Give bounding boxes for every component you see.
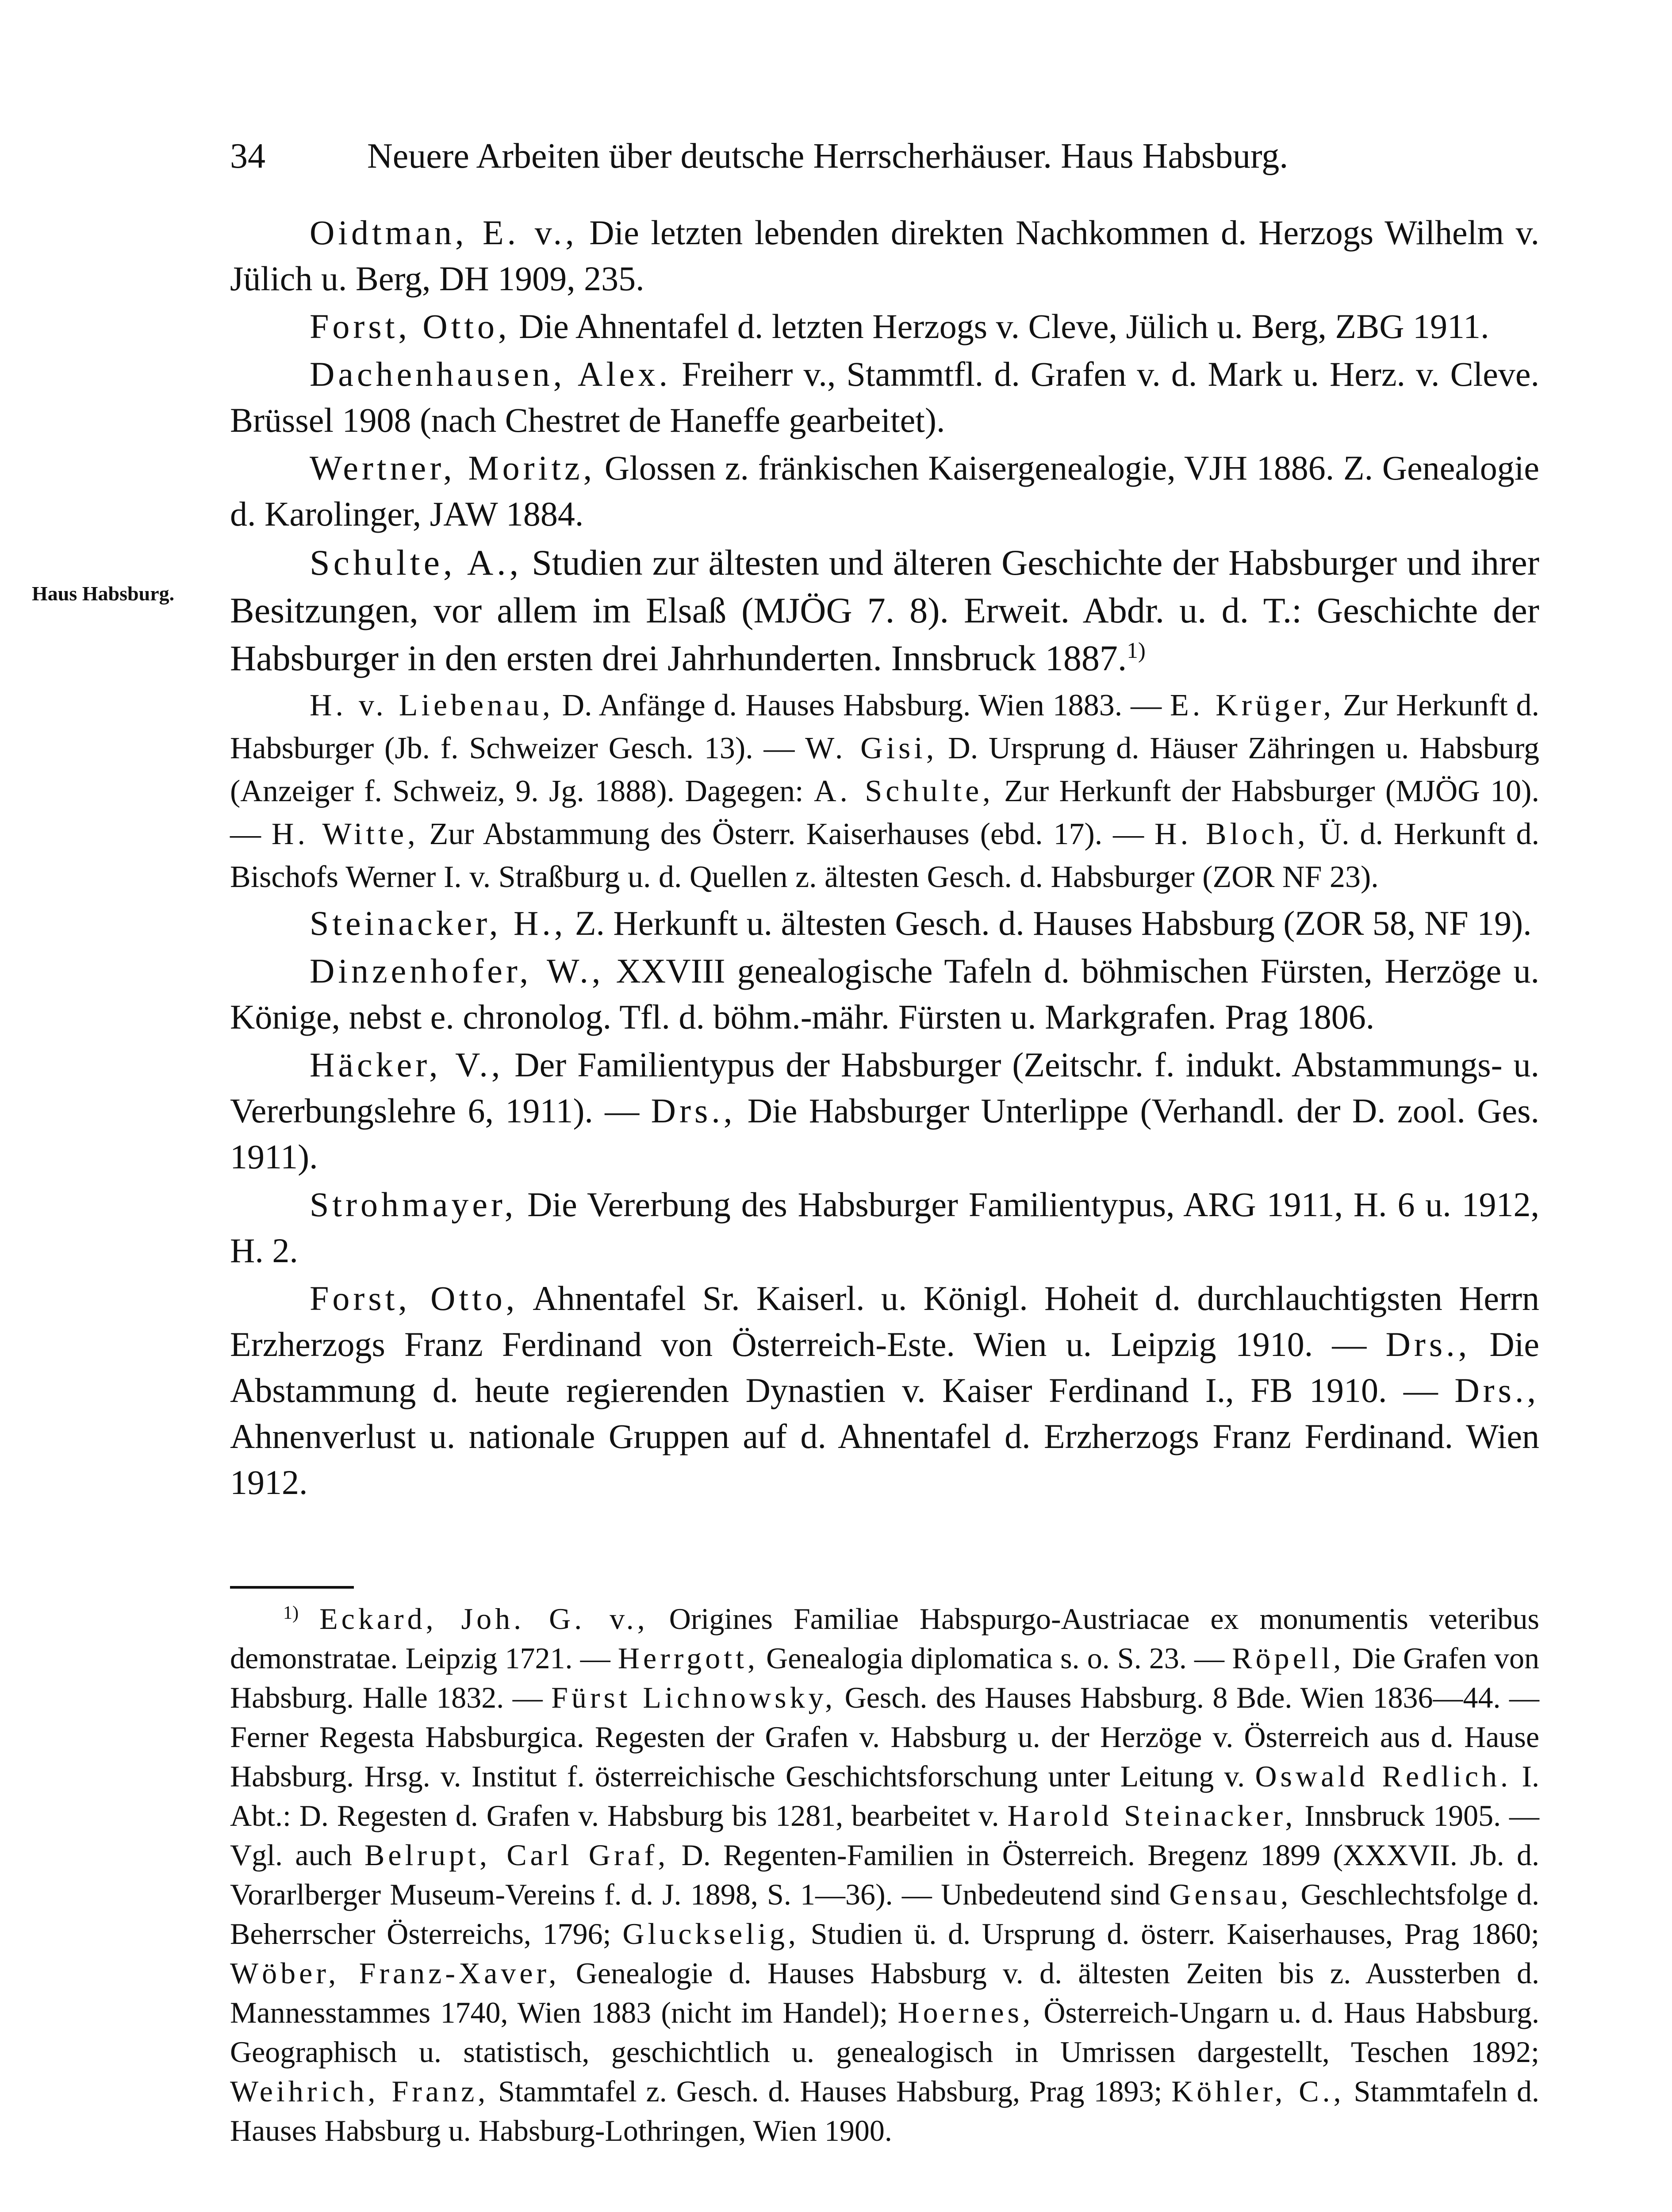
author-name: Forst, Otto, xyxy=(310,1279,518,1317)
running-header xyxy=(230,132,1513,180)
entry-text: Z. Herkunft u. ältesten Gesch. d. Hauses Habsburg (ZOR 58, NF 19). xyxy=(566,904,1532,942)
page-number: 34 xyxy=(230,137,265,176)
bib-entry-strohmayer xyxy=(230,1182,1539,1274)
author-name: Harold Steinacker, xyxy=(1007,1799,1296,1832)
running-title: Neuere Arbeiten über deutsche Herrscherhäuser. Haus Habsburg. xyxy=(367,137,1289,176)
entry-text: Zur Herkunft d. Habsburger (Jb. f. Schweizer Gesch. 13). — xyxy=(230,688,1540,765)
entry-text: Studien zur ältesten und älteren Geschichte der Habsburger und ihrer Besitzungen, vor allem im Elsaß (MJÖG 7. 8). Erweit. Abdr. u. d. T.: Geschichte der Habsburger in den ersten drei Jahrhunderten. Innsbruck 1887. xyxy=(230,542,1540,678)
footnote-text: I. Abt.: D. Regesten d. Grafen v. Habsburg bis 1281, bearbeitet v. xyxy=(230,1759,1539,1832)
author-name: Weihrich, Franz, xyxy=(230,2074,489,2108)
footnote-text: Stammtafel z. Gesch. d. Hauses Habsburg, Prag 1893; xyxy=(489,2074,1172,2108)
entry-text: Ahnentafel Sr. Kaiserl. u. Königl. Hoheit d. durchlauchtigsten Herrn Erzherzogs Franz Ferdinand von Österreich-Este. Wien u. Leipzig 1910. — xyxy=(230,1279,1539,1363)
bib-entry-haecker xyxy=(230,1042,1539,1180)
entry-text: Die Ahnentafel d. letzten Herzogs v. Cleve, Jülich u. Berg, ZBG 1911. xyxy=(510,307,1489,346)
footnote-paragraph xyxy=(230,1599,1539,2151)
author-name: Drs., xyxy=(651,1091,736,1130)
bib-entry-forst-ahnentafel xyxy=(230,1275,1539,1505)
author-name: H. Bloch, xyxy=(1154,817,1309,851)
footnote-mark: 1) xyxy=(283,1602,299,1623)
author-name: Dinzenhofer, W., xyxy=(310,952,604,990)
author-name: A. Schulte, xyxy=(813,774,994,808)
author-name: Wöber, Franz-Xaver, xyxy=(230,1956,560,1990)
entry-text: Ahnenverlust u. nationale Gruppen auf d. Ahnentafel d. Erzherzogs Franz Ferdinand. Wien 1912. xyxy=(230,1417,1539,1502)
footnote-text: Österreich-Ungarn u. d. Haus Habsburg. Geographisch u. statistisch, geschichtlich u. genealogisch in Umrissen dargestellt, Teschen 1892; xyxy=(230,1996,1540,2069)
entry-text: Die Habsburger Unterlippe (Verhandl. der D. zool. Ges. 1911). xyxy=(230,1091,1539,1176)
author-name: Drs., xyxy=(1385,1325,1471,1363)
author-name: Dachenhausen, Alex. xyxy=(310,355,671,393)
author-name: Belrupt, Carl Graf, xyxy=(364,1838,669,1872)
footnote-text: D. Regenten-Familien in Österreich. Bregenz 1899 (XXXVII. Jb. d. Vorarlberger Museum-Vereins f. d. J. 1898, S. 1—36). — Unbedeutend sind xyxy=(230,1838,1540,1911)
footnote-text: Genealogia diplomatica s. o. S. 23. — xyxy=(759,1641,1232,1675)
author-name: Gensau, xyxy=(1169,1878,1292,1911)
footnote-mark: 1) xyxy=(1127,638,1146,663)
footnote-text: Stammtafeln d. Hauses Habsburg u. Habsburg-Lothringen, Wien 1900. xyxy=(230,2074,1539,2147)
bib-entry-dinzenhofer xyxy=(230,948,1539,1040)
entry-text: Freiherr v., Stammtfl. d. Grafen v. d. Mark u. Herz. v. Cleve. Brüssel 1908 (nach Chestret de Haneffe gearbeitet). xyxy=(230,355,1540,439)
author-name: Fürst Lichnowsky, xyxy=(551,1681,836,1714)
author-name: E. Krüger, xyxy=(1170,688,1335,722)
footnote-text: Gesch. des Hauses Habsburg. 8 Bde. Wien 1836—44. — Ferner Regesta Habsburgica. Regesten der Grafen v. Habsburg u. der Herzöge v. Österreich aus d. Hause Habsburg. Hrsg. v. Institut f. österreichische Geschichtsforschung unter Leitung v. xyxy=(230,1681,1539,1793)
footnote-text: Genealogie d. Hauses Habsburg v. d. ältesten Zeiten bis z. Aussterben d. Mannesstammes 1740, Wien 1883 (nicht im Handel); xyxy=(230,1956,1540,2029)
bib-entry-dachenhausen xyxy=(230,351,1539,443)
bib-entry-steinacker xyxy=(230,900,1539,946)
footnote-text: Die Grafen von Habsburg. Halle 1832. — xyxy=(230,1641,1539,1714)
footnote-divider xyxy=(230,1586,354,1589)
margin-note: Haus Habsburg. xyxy=(32,582,175,605)
author-name: Forst, Otto, xyxy=(310,307,510,346)
author-name: Häcker, V., xyxy=(310,1045,504,1084)
entry-text: XXVIII genealogische Tafeln d. böhmischen Fürsten, Herzöge u. Könige, nebst e. chronolog. Tfl. d. böhm.-mähr. Fürsten u. Markgrafen. Prag 1806. xyxy=(230,952,1539,1036)
author-name: Schulte, A., xyxy=(310,542,522,583)
entry-text: Glossen z. fränkischen Kaisergenealogie, VJH 1886. Z. Genealogie d. Karolinger, JAW 1884. xyxy=(230,449,1540,533)
author-name: H. Witte, xyxy=(271,817,419,851)
bib-entry-wertner xyxy=(230,445,1539,537)
bibliography-list xyxy=(230,210,1539,1507)
entry-text: D. Anfänge d. Hauses Habsburg. Wien 1883. — xyxy=(553,688,1170,722)
author-name: Strohmayer, xyxy=(310,1185,517,1224)
author-name: Gluckselig, xyxy=(622,1917,799,1951)
footnote-text: Origines Familiae Habspurgo-Austriacae ex monumentis veteribus demonstratae. Leipzig 1721. — xyxy=(230,1602,1540,1675)
author-name: H. v. Liebenau, xyxy=(310,688,554,722)
bib-entry-forst xyxy=(230,303,1539,349)
author-name: Wertner, Moritz, xyxy=(310,449,596,487)
bib-entry-oidtman xyxy=(230,210,1539,302)
footnote-text: Studien ü. d. Ursprung d. österr. Kaiserhauses, Prag 1860; xyxy=(799,1917,1539,1951)
author-name: Oidtman, E. v., xyxy=(310,213,578,252)
author-name: Hoernes, xyxy=(897,1996,1034,2029)
footnote xyxy=(230,1599,1539,2151)
entry-text: Die Abstammung d. heute regierenden Dynastien v. Kaiser Ferdinand I., FB 1910. — xyxy=(230,1325,1539,1409)
author-name: Oswald Redlich. xyxy=(1255,1759,1512,1793)
author-name: Eckard, Joh. G. v., xyxy=(319,1602,648,1636)
author-name: Köhler, C., xyxy=(1171,2074,1345,2108)
author-name: Drs., xyxy=(1454,1371,1539,1409)
entry-text: Ü. d. Herkunft d. Bischofs Werner I. v. Straßburg u. d. Quellen z. ältesten Gesch. d. Habsburger (ZOR NF 23). xyxy=(230,817,1539,894)
author-name: Herrgott, xyxy=(617,1641,759,1675)
footnote-text: Innsbruck 1905. — Vgl. auch xyxy=(230,1799,1539,1872)
author-name: Steinacker, H., xyxy=(310,904,567,942)
entry-text: D. Ursprung d. Häuser Zähringen u. Habsburg (Anzeiger f. Schweiz, 9. Jg. 1888). Dagegen: xyxy=(230,731,1539,808)
entry-text: Zur Herkunft der Habsburger (MJÖG 10). — xyxy=(230,774,1539,851)
entry-text: Der Familientypus der Habsburger (Zeitschr. f. indukt. Abstammungs- u. Vererbungslehre 6, 1911). — xyxy=(230,1045,1540,1130)
author-name: W. Gisi, xyxy=(805,731,938,765)
footnote-text: Geschlechtsfolge d. Beherrscher Österreichs, 1796; xyxy=(230,1878,1539,1951)
entry-text: Zur Abstammung des Österr. Kaiserhauses (ebd. 17). — xyxy=(418,817,1155,851)
bib-entry-liebenau xyxy=(230,684,1539,899)
author-name: Röpell, xyxy=(1232,1641,1345,1675)
entry-text: Die Vererbung des Habsburger Familientypus, ARG 1911, H. 6 u. 1912, H. 2. xyxy=(230,1185,1539,1270)
entry-text: Die letzten lebenden direkten Nachkommen d. Herzogs Wilhelm v. Jülich u. Berg, DH 1909, 235. xyxy=(230,213,1539,298)
bib-entry-schulte xyxy=(230,539,1539,682)
